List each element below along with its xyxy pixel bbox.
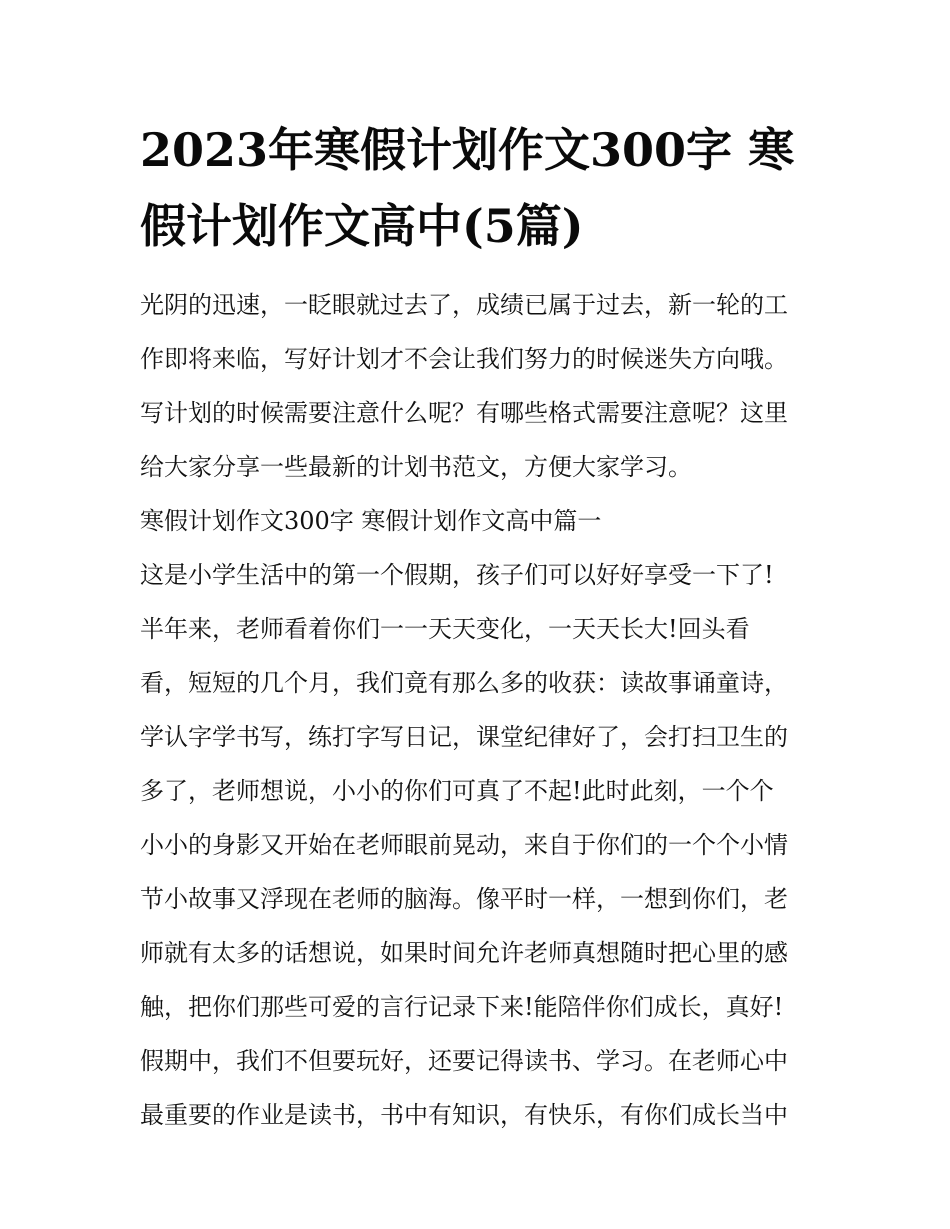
body-line: 小小的身影又开始在老师眼前晃动，来自于你们的一个个小情 — [140, 831, 788, 859]
body-line: 光阴的迅速，一眨眼就过去了，成绩已属于过去，新一轮的工 — [140, 291, 788, 319]
body-line: 写计划的时候需要注意什么呢？有哪些格式需要注意呢？这里 — [140, 399, 788, 427]
body-line: 这是小学生活中的第一个假期，孩子们可以好好享受一下了! — [140, 561, 774, 589]
body-line: 假期中，我们不但要玩好，还要记得读书、学习。在老师心中 — [140, 1047, 788, 1075]
body-line: 半年来，老师看着你们一一天天变化，一天天长大!回头看 — [140, 615, 750, 643]
body-line: 作即将来临，写好计划才不会让我们努力的时候迷失方向哦。 — [140, 345, 788, 373]
document-page — [140, 112, 820, 1142]
body-line: 看，短短的几个月，我们竟有那么多的收获：读故事诵童诗， — [140, 669, 788, 697]
body-line: 师就有太多的话想说，如果时间允许老师真想随时把心里的感 — [140, 939, 788, 967]
document-title: 2023年寒假计划作文300字 寒假计划作文高中(5篇) — [140, 123, 795, 253]
body-line: 节小故事又浮现在老师的脑海。像平时一样，一想到你们，老 — [140, 885, 788, 913]
body-line: 触，把你们那些可爱的言行记录下来!能陪伴你们成长，真好! — [140, 993, 784, 1021]
section-heading: 寒假计划作文300字 寒假计划作文高中篇一 — [140, 507, 602, 535]
body-line: 多了，老师想说，小小的你们可真了不起!此时此刻，一个个 — [140, 777, 774, 805]
document-body — [140, 278, 820, 1142]
body-line: 最重要的作业是读书，书中有知识，有快乐，有你们成长当中 — [140, 1101, 788, 1129]
body-line: 学认字学书写，练打字写日记，课堂纪律好了，会打扫卫生的 — [140, 723, 788, 751]
body-line: 给大家分享一些最新的计划书范文，方便大家学习。 — [140, 453, 692, 481]
